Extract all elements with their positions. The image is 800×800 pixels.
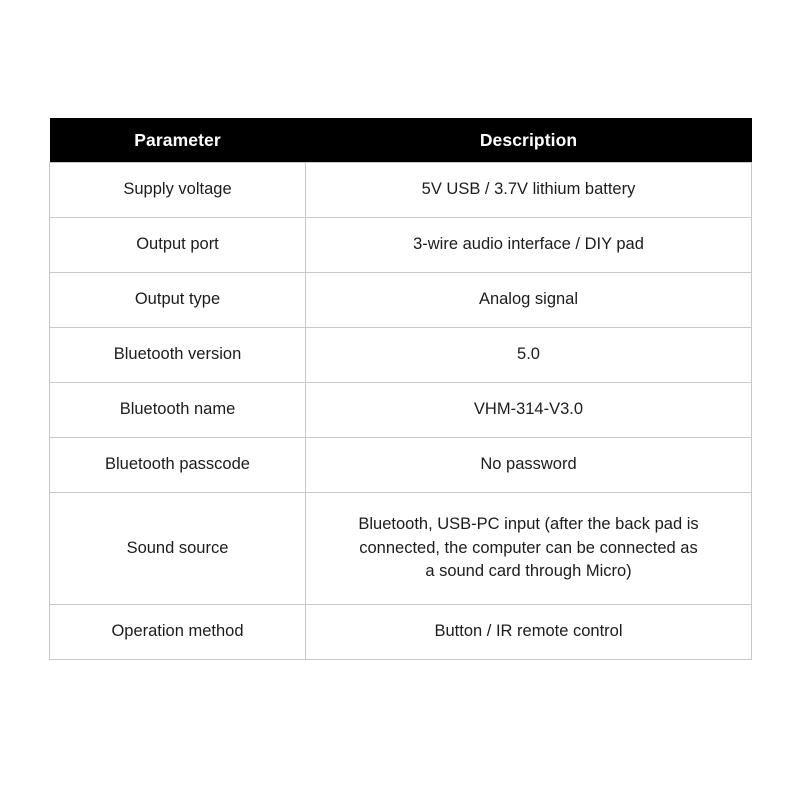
cell-description: Analog signal: [306, 273, 752, 328]
cell-parameter: Supply voltage: [50, 163, 306, 218]
description-line: a sound card through Micro): [425, 562, 632, 581]
cell-description: VHM-314-V3.0: [306, 383, 752, 438]
table-header: [50, 118, 752, 163]
description-line: connected, the computer can be connected as: [359, 538, 698, 557]
cell-description: No password: [306, 438, 752, 493]
table-row: [50, 273, 752, 328]
table-row: [50, 493, 752, 605]
cell-description-multiline: [316, 513, 741, 585]
column-header-parameter: Parameter: [50, 118, 306, 163]
table-row: [50, 163, 752, 218]
cell-parameter: Bluetooth version: [50, 328, 306, 383]
cell-parameter: Operation method: [50, 605, 306, 660]
table-row: [50, 328, 752, 383]
description-line: Bluetooth, USB-PC input (after the back pad is: [358, 514, 699, 533]
cell-parameter: Output type: [50, 273, 306, 328]
cell-parameter: Bluetooth passcode: [50, 438, 306, 493]
column-header-description: Description: [306, 118, 752, 163]
table-row: [50, 218, 752, 273]
cell-parameter: Sound source: [50, 493, 306, 605]
cell-description: [306, 493, 752, 605]
cell-parameter: Bluetooth name: [50, 383, 306, 438]
cell-description: 5V USB / 3.7V lithium battery: [306, 163, 752, 218]
table-row: [50, 383, 752, 438]
table-header-row: [50, 118, 752, 163]
table-row: [50, 438, 752, 493]
cell-parameter: Output port: [50, 218, 306, 273]
table-body: [50, 163, 752, 660]
specification-table: [49, 118, 752, 660]
cell-description: Button / IR remote control: [306, 605, 752, 660]
cell-description: 3-wire audio interface / DIY pad: [306, 218, 752, 273]
cell-description: 5.0: [306, 328, 752, 383]
table-row: [50, 605, 752, 660]
